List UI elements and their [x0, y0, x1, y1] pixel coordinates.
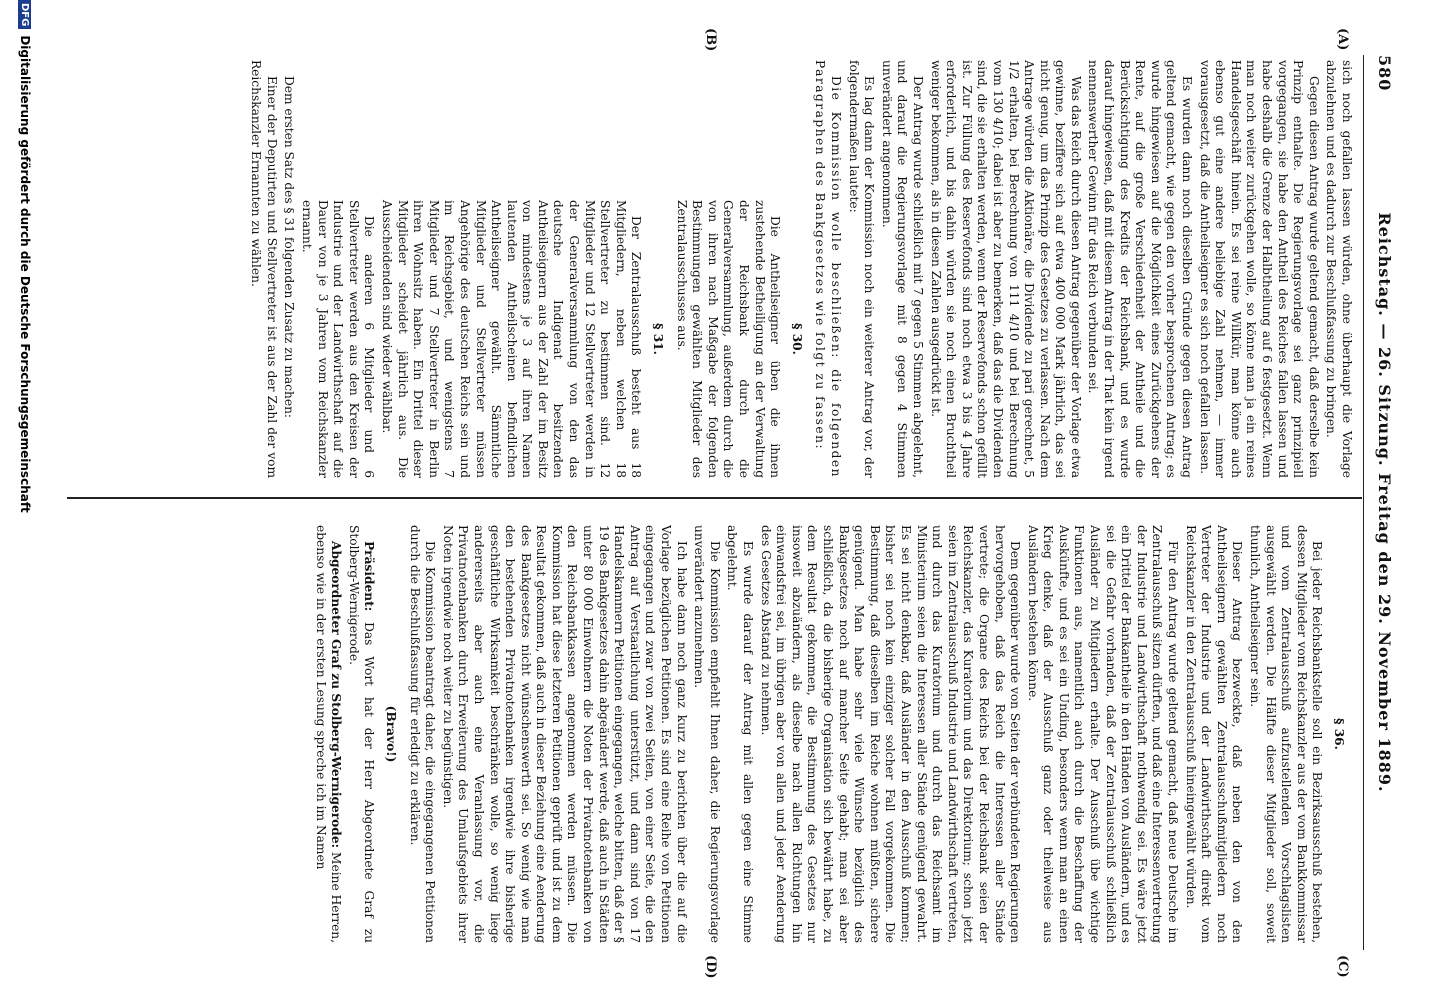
right-column	[74, 525, 1354, 943]
statement-text: Das Wort hat der Herr Abgeordnete Graf zu Stolberg-Wernigerode.	[346, 525, 377, 943]
paragraph: Ich habe dann noch ganz kurz zu berichten über die auf die Vorlage bezüglichen Petitionen. Es sind eine Reihe von Petitionen eingegangen und zwar von zwei Seiten, von einer Seite, die den Antrag auf Verstaatlichung unterstützt, und dann sind von 17 Handelskammern Petitionen eingegangen, welche bitten, daß der § 19 des Bankgesetzes dahin abgeändert werde, daß auch in Städten unter 80 000 Einwohnern die Noten der Privatnotenbanken von den Reichsbankkassen angenommen werden müssen. Die Kommission hat diese letzteren Petitionen geprüft und ist zu dem Resultat gekommen, daß auch in dieser Beziehung eine Aenderung des Bankgesetzes nicht wünschenswerth sei. So wenig wie man den bestehenden Privatnotenbanken irgendwie ihre bisherige geschäftliche Wirksamkeit beschränken wolle, so wenig liege andererseits aber auch eine Veranlassung vor, die Privatnotenbanken durch Erweiterung des Umlaufsgebiets ihrer Noten irgendwie noch weiter zu begünstigen.	[440, 525, 689, 943]
paragraph: sich noch gefallen lassen würden, ohne überhaupt die Vorlage abzulehnen und es dadurch zur Beschlußfassung zu bringen.	[1324, 60, 1354, 478]
applause-note: (Bravo!)	[383, 705, 398, 763]
paragraph: Es lag dann der Kommission noch ein weiterer Antrag vor, der folgendermaßen lautete:	[846, 60, 877, 478]
margin-mark-c: (C)	[1335, 955, 1350, 978]
paragraph: Der Zentralausschuß besteht aus 18 Mitgliedern, neben welchen 18 Stellvertreter zu bestimmen sind. 12 Mitglieder und 12 Stellvertreter werden in der Generalversammlung von den das deutsche Indigenat besitzenden Antheilseignern aus der Zahl der im Besitz von mindestens je 3 auf ihren Namen lautenden Antheilscheinen befindlichen Antheilseigner gewählt. Sämmtliche Mitglieder und Stellvertreter müssen Angehörige des deutschen Reichs sein und im Reichsgebiet, und wenigstens 7 Mitglieder und 7 Stellvertreter in Berlin ihren Wohnsitz haben. Ein Drittel dieser Mitglieder scheidet jährlich aus. Die Ausscheidenden sind wieder wählbar.	[379, 200, 644, 478]
quoted-paragraphs	[298, 200, 803, 478]
president-statement	[345, 525, 376, 943]
speaker-label: Abgeordneter Graf zu Stolberg-Wernigerode:	[329, 541, 344, 849]
paragraph: Die anderen 6 Mitglieder und 6 Stellvertreter werden aus den Kreisen der Industrie und der Landwirthschaft auf die Dauer von je 3 Jahren vom Reichskanzler ernannt.	[300, 200, 377, 478]
paragraph: Es wurden dann noch dieselben Gründe gegen diesen Antrag geltend gemacht, wie gegen den vorher besprochenen Antrag; es wurde hingewiesen auf die Möglichkeit eines Zurückgehens der Rente, auf die große Verschiedenheit der Antheile und die Berücksichtigung des Kredits der Reichsbank, und es wurde darauf hingewiesen, daß mit diesem Antrag in der That kein irgend nennenswerther Gewinn für das Reich verbunden sei.	[1086, 60, 1195, 478]
margin-mark-d: (D)	[703, 955, 718, 979]
page-header	[1368, 55, 1394, 950]
margin-mark-b: (B)	[703, 28, 718, 52]
page-number: 580	[1375, 55, 1394, 92]
paragraph: Der Antrag wurde schließlich mit 7 gegen 5 Stimmen abgelehnt, und darauf die Regierungsvorlage mit 8 gegen 4 Stimmen unverändert angenommen.	[879, 60, 925, 478]
speaker-label: Präsident:	[362, 541, 377, 612]
digitization-credit	[18, 0, 32, 1000]
header-rule	[1363, 55, 1364, 950]
paragraph: Die Kommission empfiehlt Ihnen daher, die Regierungsvorlage unverändert anzunehmen.	[692, 525, 722, 943]
column-divider	[67, 497, 1362, 499]
paragraph: Die Antheilseigner üben die ihnen zustehende Betheiligung an der Verwaltung der Reichsbank durch die Generalversammlung, außerdem durch die von ihren nach Maßgabe der folgenden Bestimmungen gewählten Mitglieder des Zentralausschusses aus.	[674, 200, 783, 478]
dfg-logo: DFG	[18, 0, 31, 29]
section-heading: § 36.	[1332, 718, 1346, 750]
paragraph: Die Kommission beantragt daher, die eingegangenen Petitionen durch die Beschlußfassung für erledigt zu erklären.	[407, 525, 438, 943]
section-heading: § 30.	[789, 323, 804, 355]
statement-text: Meine Herren, ebenso wie in der ersten Lesung spreche ich im Namen	[313, 525, 344, 943]
paragraph: Es wurde darauf der Antrag mit allen gegen eine Stimme abgelehnt.	[725, 525, 756, 943]
paragraph: Gegen diesen Antrag wurde geltend gemacht, daß derselbe kein Prinzip enthalte. Die Regierungsvorlage sei ganz prinzipiell vorgegangen, sie habe den Antheil des Reiches fallen lassen und habe deshalb die Grenze der Halbtheilung auf 6 festgesetzt. Wenn man noch weiter zurückgehen wolle, so könne man ja ein reines Handelsgeschäft hinein. Es sei reine Willkür, man könne auch ebenso gut eine andere beliebige Zahl nehmen, — immer vorausgesetzt, daß die Antheilseigner es sich noch gefallen lassen.	[1197, 60, 1321, 478]
paragraph: Dem gegenüber wurde von Seiten der verbündeten Regierungen hervorgehoben, daß das Reich die Interessen aller Stände vertrete; die Organe des Reichs bei der Reichsbank seien der Reichskanzler, das Kuratorium und das Direktorium; schon jetzt seien im Zentralausschuß Industrie und Landwirthschaft vertreten, und durch das Kuratorium und durch das Reichsamt im Ministerium seien die Interessen aller Stände genügend gewahrt. Es sei nicht denkbar, daß Ausländer in den Ausschuß kommen; bisher sei noch kein einziger solcher Fall vorgekommen. Die Bestimmung, daß dieselben im Reiche wohnen müßten, sichere genügend. Man habe sehr viele Wünsche bezüglich des Bankgesetzes noch auf mancher Seite gehabt; man sei aber schließlich, da die bisherige Organisation sich bewährt habe, zu dem Resultat gekommen, die Bestimmung des Gesetzes nur insoweit abzuändern, als dieselbe nach allen Richtungen hin einwandsfrei sei, im übrigen aber von allen und jeder Aenderung des Gesetzes Abstand zu nehmen.	[758, 525, 1023, 943]
section-heading: § 31.	[651, 323, 666, 355]
paragraph: Für den Antrag wurde geltend gemacht, daß neue Deutsche im Zentralausschuß sitzen dürften, und daß eine Interessenvertretung der Industrie und Landwirthschaft nothwendig sei. Es wäre jetzt ein Drittel der Bankantheile in den Händen von Ausländern, und es sei die Gefahr vorhanden, daß der Zentralausschuß schließlich Ausländer zu Mitgliedern erhalte. Der Ausschuß übe wichtige Funktionen aus, namentlich auch durch die Beschaffung der Auskünfte, und es sei ein Unding, besonders wenn man an einen Krieg denke, daß der Ausschuß ganz oder theilweise aus Ausländern bestehen könne.	[1025, 525, 1181, 943]
paragraph: Was das Reich durch diesen Antrag gegenüber der Vorlage etwa gewinne, beziffere sich auf etwa 400 000 Mark jährlich, das sei nicht genug, um das Prinzip des Gesetzes zu verlassen. Nach dem Antrage würden die Aktionäre, die Dividende zu pari gerechnet, 5 1/2 erhalten, bei Berechnung von 111 4/10 und bei Berechnung vom 130 4/10; dabei ist aber zu bemerken, daß das die Dividenden sind, die sie erhalten werden, wenn der Reservefonds schon gefüllt ist. Zur Füllung des Reservefonds sind noch etwa 3 bis 4 Jahre erforderlich, und bis dahin würden sie noch einen Bruchtheil weniger bekommen, als in diesen Zahlen ausgedrückt ist.	[928, 60, 1083, 478]
paragraph: Dem ersten Satz des § 31 folgenden Zusatz zu machen:	[282, 76, 297, 419]
paragraph: Einer der Deputirten und Stellvertreter ist aus der Zahl der vom Reichskanzler Ernannten zu wählen.	[249, 60, 279, 478]
running-title: Reichstag. — 26. Sitzung. Freitag den 29. November 1889.	[1375, 212, 1394, 793]
credit-text: Digitalisierung gefördert durch die Deutsche Forschungsgemeinschaft	[18, 35, 32, 513]
paragraph: Bei jeder Reichsbankstelle soll ein Bezirksausschuß bestehen, dessen Mitglieder vom Reichskanzler aus der vom Bankkommissar und vom Zentralausschuß aufzustellenden Vorschlagslisten ausgewählt werden. Die Hälfte dieser Mitglieder soll, soweit thunlich, Antheilseigner sein.	[1248, 525, 1325, 943]
paragraph: Die Kommission wolle beschließen: die folgenden Paragraphen des Bankgesetzes wie folgt zu fassen:	[813, 60, 843, 478]
paragraph: Dieser Antrag bezweckte, daß neben den von den Antheilseignern gewählten Zentralausschußmitgliedern noch Vertreter der Industrie und der Landwirthschaft direkt vom Reichskanzler in den Zentralausschuß hineingewählt würden.	[1183, 525, 1245, 943]
left-column	[74, 60, 1354, 478]
margin-mark-a: (A)	[1335, 28, 1350, 51]
speaker-statement	[312, 525, 343, 943]
